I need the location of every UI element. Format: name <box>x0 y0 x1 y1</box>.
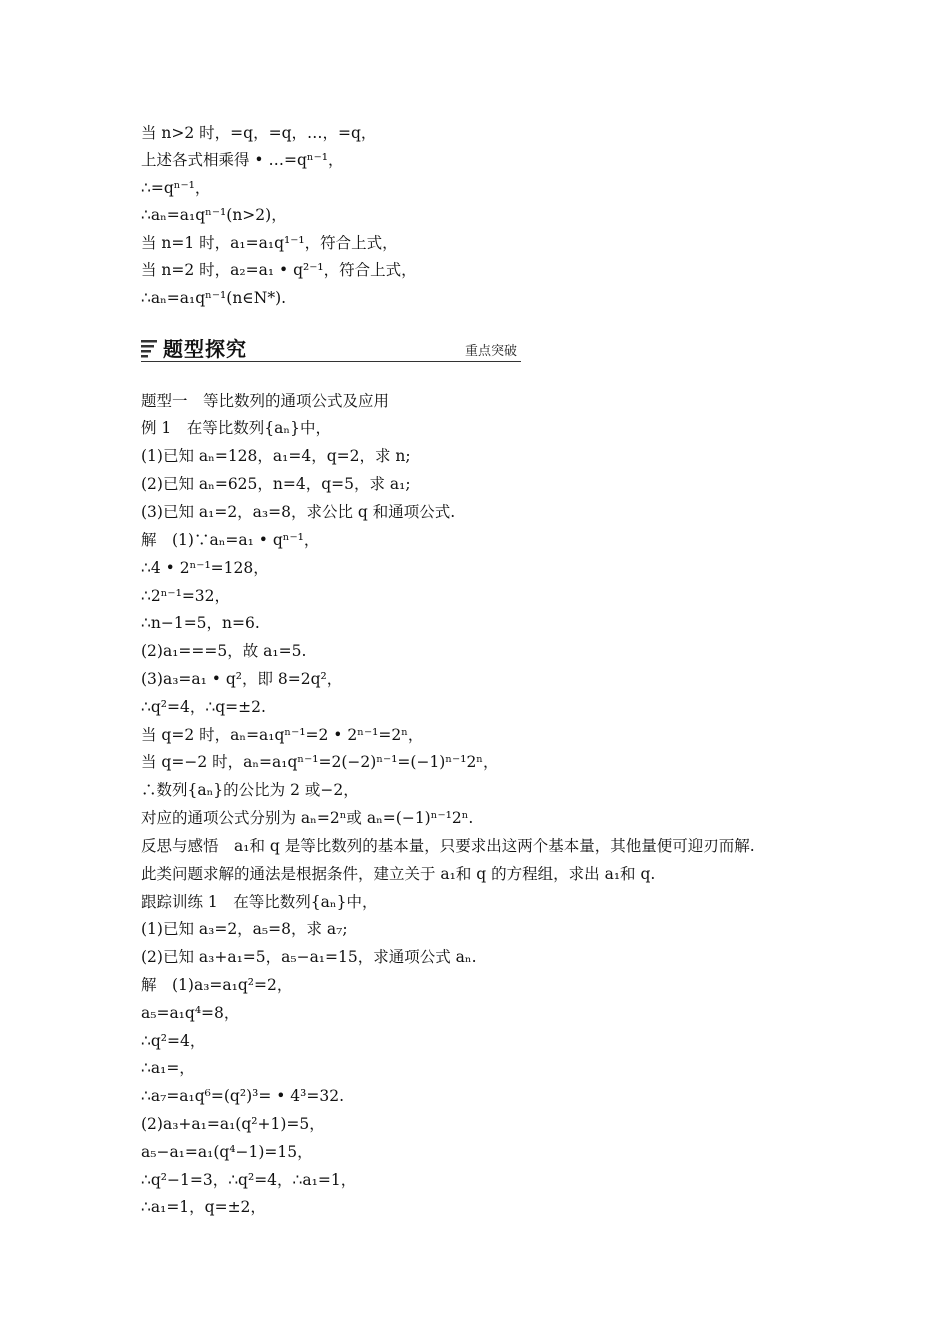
text-line: ∴n−1=5，n=6. <box>141 614 260 632</box>
section-underline <box>141 361 521 363</box>
text-line: ∴q²−1=3，∴q²=4，∴a₁=1， <box>141 1171 357 1189</box>
section-header <box>141 336 521 364</box>
text-line: ∴2ⁿ⁻¹=32， <box>141 587 231 605</box>
text-line: 当 q=−2 时，aₙ=a₁qⁿ⁻¹=2(−2)ⁿ⁻¹=(−1)ⁿ⁻¹2ⁿ， <box>141 753 499 771</box>
text-line: ∴a₁=1，q=±2， <box>141 1198 266 1216</box>
text-line: 对应的通项公式分别为 aₙ=2ⁿ或 aₙ=(−1)ⁿ⁻¹2ⁿ. <box>141 809 474 827</box>
stripes-icon <box>141 340 157 358</box>
text-line: (1)已知 a₃=2，a₅=8，求 a₇; <box>141 920 348 938</box>
text-line: ∴a₁=， <box>141 1059 195 1077</box>
text-line: 跟踪训练 1 在等比数列{aₙ}中， <box>141 893 378 911</box>
text-line: 上述各式相乘得 • …=qⁿ⁻¹， <box>141 151 344 169</box>
text-line: 题型一 等比数列的通项公式及应用 <box>141 392 390 410</box>
text-line: 当 n=1 时，a₁=a₁q¹⁻¹，符合上式， <box>141 234 398 252</box>
text-line: a₅−a₁=a₁(q⁴−1)=15， <box>141 1143 313 1161</box>
text-line: ∴数列{aₙ}的公比为 2 或−2， <box>141 781 359 799</box>
section-title: 题型探究 <box>163 337 247 361</box>
text-line: ∴q²=4，∴q=±2. <box>141 698 266 716</box>
text-line: ∴q²=4， <box>141 1032 206 1050</box>
text-line: 反思与感悟 a₁和 q 是等比数列的基本量，只要求出这两个基本量，其他量便可迎刃而解. <box>141 837 755 855</box>
text-line: (2)a₁===5，故 a₁=5. <box>141 642 307 660</box>
text-line: 例 1 在等比数列{aₙ}中， <box>141 419 331 437</box>
text-line: a₅=a₁q⁴=8， <box>141 1004 240 1022</box>
text-line: 当 q=2 时，aₙ=a₁qⁿ⁻¹=2 • 2ⁿ⁻¹=2ⁿ， <box>141 726 424 744</box>
section-right-label: 重点突破 <box>464 344 517 359</box>
text-line: (2)a₃+a₁=a₁(q²+1)=5， <box>141 1115 325 1133</box>
text-line: (2)已知 a₃+a₁=5，a₅−a₁=15，求通项公式 aₙ. <box>141 948 477 966</box>
text-line: 解 (1)a₃=a₁q²=2， <box>141 976 293 994</box>
text-line: (3)a₃=a₁ • q²，即 8=2q²， <box>141 670 343 688</box>
text-line: ∴aₙ=a₁qⁿ⁻¹(n>2)， <box>141 206 287 224</box>
text-line: ∴a₇=a₁q⁶=(q²)³= • 4³=32. <box>141 1087 345 1105</box>
text-line: 当 n>2 时，=q，=q，…，=q， <box>141 124 377 142</box>
text-line: (3)已知 a₁=2，a₃=8，求公比 q 和通项公式. <box>141 503 456 521</box>
text-line: 当 n=2 时，a₂=a₁ • q²⁻¹，符合上式， <box>141 261 417 279</box>
text-line: (1)已知 aₙ=128，a₁=4，q=2，求 n; <box>141 447 411 465</box>
text-line: 解 (1)∵aₙ=a₁ • qⁿ⁻¹， <box>141 531 320 549</box>
text-line: ∴aₙ=a₁qⁿ⁻¹(n∈N*). <box>141 289 287 307</box>
text-line: ∴4 • 2ⁿ⁻¹=128， <box>141 559 269 577</box>
text-line: 此类问题求解的通法是根据条件，建立关于 a₁和 q 的方程组，求出 a₁和 q. <box>141 865 656 883</box>
text-line: (2)已知 aₙ=625，n=4，q=5，求 a₁; <box>141 475 411 493</box>
text-line: ∴=qⁿ⁻¹， <box>141 179 211 197</box>
